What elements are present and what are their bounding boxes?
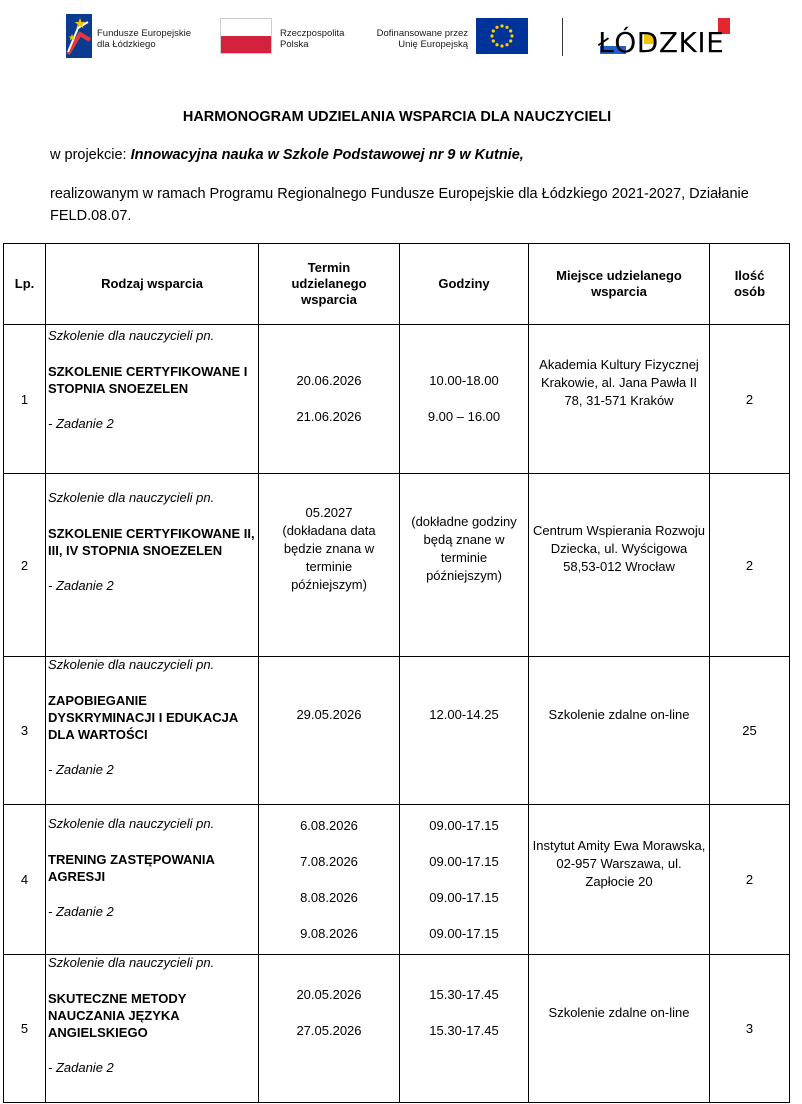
row-count: 2 xyxy=(710,474,790,657)
row-count: 3 xyxy=(710,955,790,1103)
row-type-name: TRENING ZASTĘPOWANIA AGRESJI xyxy=(48,852,215,884)
row-date: 05.2027 (dokładana data będzie znana w terminie późniejszym) xyxy=(282,505,376,592)
row-hour: 9.00 – 16.00 xyxy=(427,409,501,424)
row-dates xyxy=(259,325,400,474)
row-hour: 15.30-17.45 xyxy=(429,986,499,1002)
rzeczpospolita-polska-logo xyxy=(220,18,360,58)
row-place-text: Szkolenie zdalne on-line xyxy=(548,1004,690,1020)
row-lp: 1 xyxy=(4,325,46,474)
row-place xyxy=(529,657,710,805)
row-place xyxy=(529,955,710,1103)
row-hours xyxy=(400,657,529,805)
header-place xyxy=(529,244,710,325)
row-date: 9.08.2026 xyxy=(300,925,358,941)
eu-flag-icon xyxy=(476,18,528,54)
row-dates xyxy=(259,657,400,805)
row-hour: 12.00-14.25 xyxy=(429,706,499,722)
row-count: 25 xyxy=(710,657,790,805)
row-type-task: - Zadanie 2 xyxy=(48,1060,114,1075)
row-place xyxy=(529,325,710,474)
table-row xyxy=(4,325,790,474)
row-lp: 5 xyxy=(4,955,46,1103)
pl-logo-line1: Rzeczpospolita xyxy=(280,28,345,39)
fe-stars-icon xyxy=(66,14,92,58)
row-place-text: Akademia Kultury Fizycznej Krakowie, al. Jana Pawła II 78, 31-571 Kraków xyxy=(539,357,699,408)
row-type-task: - Zadanie 2 xyxy=(48,762,114,777)
logo-divider xyxy=(562,18,563,56)
row-hour: 09.00-17.15 xyxy=(429,889,499,905)
row-place xyxy=(529,805,710,955)
row-hour: 15.30-17.45 xyxy=(429,1022,499,1038)
row-dates xyxy=(259,474,400,657)
project-name: Innowacyjna nauka w Szkole Podstawowej nr 9 w Kutnie, xyxy=(130,147,524,163)
row-place-text: Instytut Amity Ewa Morawska, 02-957 Warszawa, ul. Zapłocie 20 xyxy=(532,837,706,889)
row-hours xyxy=(400,955,529,1103)
polish-flag-icon xyxy=(220,18,272,54)
table-row xyxy=(4,474,790,657)
header-term-text: Termin udzielanego wsparcia xyxy=(291,260,367,307)
row-date: 27.05.2026 xyxy=(296,1022,362,1038)
pl-logo-line2: Polska xyxy=(280,39,309,50)
row-type-prefix: Szkolenie dla nauczycieli pn. xyxy=(48,816,215,831)
row-hours xyxy=(400,325,529,474)
table-row xyxy=(4,955,790,1103)
row-type-prefix: Szkolenie dla nauczycieli pn. xyxy=(48,328,215,343)
row-lp: 2 xyxy=(4,474,46,657)
project-prefix: w projekcie: xyxy=(50,147,127,163)
row-place-text: Szkolenie zdalne on-line xyxy=(548,706,690,722)
table-row xyxy=(4,805,790,955)
row-date: 8.08.2026 xyxy=(300,889,358,905)
row-hour: 09.00-17.15 xyxy=(429,853,499,869)
fe-logo-line2: dla Łódzkiego xyxy=(97,39,156,50)
header-count xyxy=(710,244,790,325)
eu-funding-logo xyxy=(368,18,538,58)
row-type-name: SKUTECZNE METODY NAUCZANIA JĘZYKA ANGIELSKIEGO xyxy=(48,991,187,1040)
row-dates xyxy=(259,955,400,1103)
row-type-prefix: Szkolenie dla nauczycieli pn. xyxy=(48,657,215,672)
table-header-row xyxy=(4,244,790,325)
eu-logo-line1: Dofinansowane przez xyxy=(376,28,468,39)
row-date: 7.08.2026 xyxy=(300,853,358,869)
row-type-prefix: Szkolenie dla nauczycieli pn. xyxy=(48,955,215,970)
row-hour: 09.00-17.15 xyxy=(429,817,499,833)
header-count-text: Ilość osób xyxy=(733,268,766,299)
program-description: realizowanym w ramach Programu Regionalnego Fundusze Europejskie dla Łódzkiego 2021-2027, Działanie FELD.08.07. xyxy=(50,186,749,224)
row-lp: 4 xyxy=(4,805,46,955)
row-type-name: SZKOLENIE CERTYFIKOWANE II, III, IV STOPNIA SNOEZELEN xyxy=(48,526,255,558)
header-lp: Lp. xyxy=(4,244,46,325)
row-lp: 3 xyxy=(4,657,46,805)
row-type-prefix: Szkolenie dla nauczycieli pn. xyxy=(48,490,215,505)
table-row xyxy=(4,657,790,805)
row-type-name: ZAPOBIEGANIE DYSKRYMINACJI I EDUKACJA DLA WARTOŚCI xyxy=(48,693,238,742)
row-type xyxy=(46,325,259,474)
row-dates xyxy=(259,805,400,955)
row-date: 6.08.2026 xyxy=(300,817,358,833)
lodzkie-logo xyxy=(596,16,736,60)
row-hour: (dokładne godziny będą znane w terminie późniejszym) xyxy=(411,514,517,583)
header-hours: Godziny xyxy=(400,244,529,325)
row-type-task: - Zadanie 2 xyxy=(48,416,114,431)
row-date: 21.06.2026 xyxy=(296,409,362,424)
row-hour: 10.00-18.00 xyxy=(429,373,499,388)
row-place-text: Centrum Wspierania Rozwoju Dziecka, ul. Wyścigowa 58,53-012 Wrocław xyxy=(533,523,705,574)
row-type-task: - Zadanie 2 xyxy=(48,904,114,919)
header-type: Rodzaj wsparcia xyxy=(46,244,259,325)
logo-bar xyxy=(0,10,802,70)
row-count: 2 xyxy=(710,325,790,474)
header-place-text: Miejsce udzielanego wsparcia xyxy=(556,268,682,299)
eu-logo-line2: Unię Europejską xyxy=(398,39,468,50)
row-hour: 09.00-17.15 xyxy=(429,925,499,941)
row-place xyxy=(529,474,710,657)
row-date: 29.05.2026 xyxy=(296,706,362,722)
document-title: HARMONOGRAM UDZIELANIA WSPARCIA DLA NAUCZYCIELI xyxy=(182,109,612,125)
row-type xyxy=(46,955,259,1103)
row-hours xyxy=(400,805,529,955)
row-hours xyxy=(400,474,529,657)
row-type-task: - Zadanie 2 xyxy=(48,578,114,593)
row-type-name: SZKOLENIE CERTYFIKOWANE I STOPNIA SNOEZELEN xyxy=(48,364,248,396)
row-count: 2 xyxy=(710,805,790,955)
fe-logo-line1: Fundusze Europejskie xyxy=(97,28,191,39)
row-type xyxy=(46,657,259,805)
row-type xyxy=(46,805,259,955)
header-term xyxy=(259,244,400,325)
fundusze-europejskie-logo xyxy=(66,14,206,60)
row-date: 20.06.2026 xyxy=(296,373,362,388)
row-date: 20.05.2026 xyxy=(296,986,362,1002)
row-type xyxy=(46,474,259,657)
lodzkie-wordmark: ŁÓDZKIE xyxy=(598,26,725,59)
schedule-table xyxy=(3,243,790,1103)
project-line xyxy=(50,147,524,163)
